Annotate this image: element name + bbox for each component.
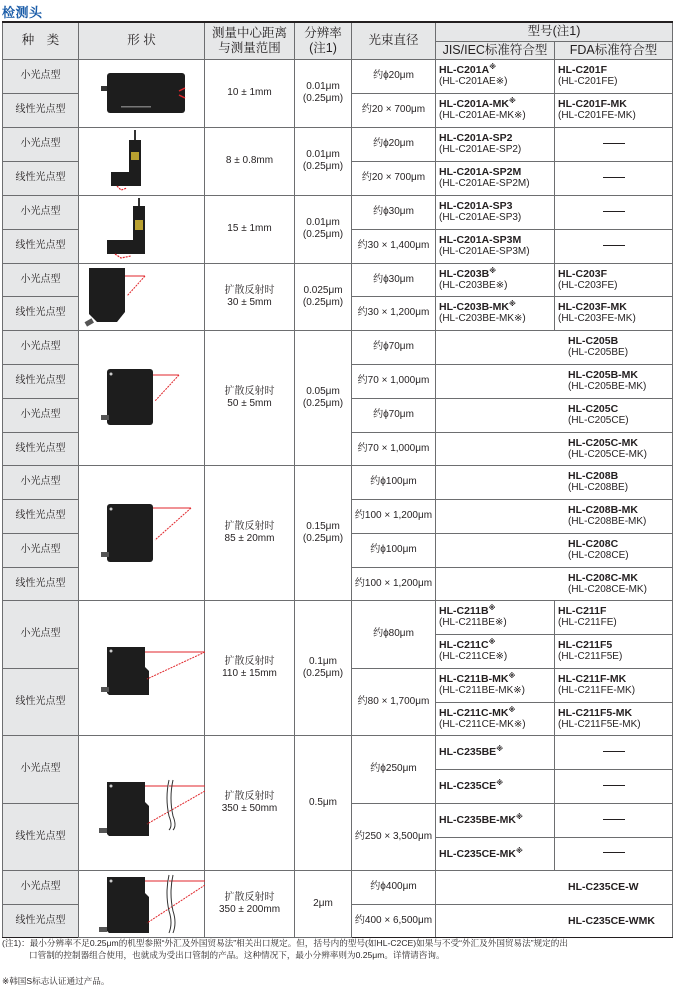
beam-cell: 约30 × 1,200μm (352, 297, 436, 331)
fda-model-cell (555, 837, 673, 870)
table-row (3, 735, 673, 769)
kind-cell: 小光点型 (3, 533, 79, 567)
kind-cell: 线性光点型 (3, 567, 79, 600)
kind-cell: 线性光点型 (3, 93, 79, 127)
not-available-dash (603, 852, 625, 853)
model-cell: HL-C205B-MK (HL-C205BE-MK) (436, 364, 673, 398)
sensor-c211-image (79, 601, 205, 735)
kind-cell: 线性光点型 (3, 161, 79, 195)
note-1-cont: 口管制的控制器组合使用，也就成为受出口管制的产品。这种情况下，最小分辨率则为0.25μm。详情请咨询。 (29, 950, 445, 960)
fda-model-cell: HL-C203F-MK (HL-C203FE-MK) (555, 297, 673, 331)
model-cell: HL-C205C-MK (HL-C205CE-MK) (436, 432, 673, 465)
fda-model-cell (555, 735, 673, 769)
beam-cell: 约400 × 6,500μm (352, 904, 436, 937)
header-shape: 形 状 (79, 22, 205, 59)
header-resolution: 分辨率 (注1) (295, 22, 352, 59)
resolution-cell: 0.5μm (295, 735, 352, 870)
beam-cell: 约ϕ400μm (352, 870, 436, 904)
beam-cell: 约ϕ30μm (352, 195, 436, 229)
model-cell: HL-C205B (HL-C205BE) (436, 330, 673, 364)
jis-model-cell: HL-C201A-SP3M (HL-C201AE-SP3M) (436, 229, 555, 263)
sensor-c208-image (79, 466, 205, 600)
model-cell: HL-C208C (HL-C208CE) (436, 533, 673, 567)
sensor-c205-image (79, 331, 205, 465)
kind-cell: 小光点型 (3, 735, 79, 803)
note-1: (注1)：最小分辨率不足0.25μm的机型参照“外汇及外国贸易法”相关出口规定。但，括号内的型号(如HL-C2CE)如果与不受“外汇及外国贸易法”规定的出 (2, 938, 568, 948)
kind-cell: 线性光点型 (3, 229, 79, 263)
resolution-cell: 0.025μm (0.25μm) (295, 263, 352, 330)
jis-model-cell: HL-C201A-SP2M (HL-C201AE-SP2M) (436, 161, 555, 195)
section-title: 检测头 (2, 5, 43, 20)
table-row (3, 127, 673, 161)
distance-cell: 扩散反射时 30 ± 5mm (205, 263, 295, 330)
kind-cell: 小光点型 (3, 59, 79, 93)
model-cell: HL-C208B-MK (HL-C208BE-MK) (436, 499, 673, 533)
beam-cell: 约ϕ100μm (352, 533, 436, 567)
kind-cell: 线性光点型 (3, 668, 79, 735)
beam-cell: 约ϕ20μm (352, 127, 436, 161)
fda-model-cell (555, 229, 673, 263)
beam-cell: 约80 × 1,700μm (352, 668, 436, 735)
distance-cell: 10 ± 1mm (205, 59, 295, 127)
fda-model-cell (555, 195, 673, 229)
beam-cell: 约ϕ70μm (352, 398, 436, 432)
distance-cell: 扩散反射时 350 ± 50mm (205, 735, 295, 870)
fda-model-cell: HL-C201F (HL-C201FE) (555, 59, 673, 93)
korea-s-mark-note: ※韩国S标志认证通过产品。 (2, 976, 110, 986)
beam-cell: 约250 × 3,500μm (352, 803, 436, 870)
jis-model-cell: HL-C201A※ (HL-C201AE※) (436, 59, 555, 93)
kind-cell: 线性光点型 (3, 803, 79, 870)
fda-model-cell: HL-C203F (HL-C203FE) (555, 263, 673, 297)
beam-cell: 约ϕ30μm (352, 263, 436, 297)
not-available-dash (603, 819, 625, 820)
kind-cell: 小光点型 (3, 398, 79, 432)
table-row (3, 600, 673, 634)
beam-cell: 约70 × 1,000μm (352, 432, 436, 465)
header-fda: FDA标准符合型 (555, 41, 673, 59)
resolution-cell: 2μm (295, 870, 352, 937)
fda-model-cell (555, 127, 673, 161)
fda-model-cell: HL-C211F (HL-C211FE) (555, 600, 673, 634)
beam-cell: 约ϕ250μm (352, 735, 436, 803)
product-photo (79, 127, 205, 195)
product-photo (79, 59, 205, 127)
kind-cell: 小光点型 (3, 465, 79, 499)
kind-cell: 线性光点型 (3, 364, 79, 398)
jis-model-cell: HL-C201A-MK※ (HL-C201AE-MK※) (436, 93, 555, 127)
product-photo (79, 195, 205, 263)
beam-cell: 约ϕ20μm (352, 59, 436, 93)
header-beam: 光束直径 (352, 22, 436, 59)
sensor-c201-image (79, 60, 205, 126)
not-available-dash (603, 177, 625, 178)
sensor-c235-image (79, 736, 205, 870)
fda-model-cell: HL-C211F5 (HL-C211F5E) (555, 634, 673, 668)
kind-cell: 小光点型 (3, 127, 79, 161)
header-model: 型号(注1) (436, 22, 673, 41)
resolution-cell: 0.01μm (0.25μm) (295, 195, 352, 263)
not-available-dash (603, 143, 625, 144)
not-available-dash (603, 245, 625, 246)
jis-model-cell: HL-C235BE※ (436, 735, 555, 769)
sensor-c235w-image (79, 871, 205, 937)
distance-cell: 扩散反射时 50 ± 5mm (205, 330, 295, 465)
model-cell: HL-C208C-MK (HL-C208CE-MK) (436, 567, 673, 600)
model-cell: HL-C208B (HL-C208BE) (436, 465, 673, 499)
jis-model-cell: HL-C201A-SP3 (HL-C201AE-SP3) (436, 195, 555, 229)
model-cell: HL-C235CE-WMK (436, 904, 673, 937)
model-cell: HL-C235CE-W (436, 870, 673, 904)
distance-cell: 15 ± 1mm (205, 195, 295, 263)
jis-model-cell: HL-C235CE※ (436, 769, 555, 803)
beam-cell: 约20 × 700μm (352, 161, 436, 195)
distance-cell: 8 ± 0.8mm (205, 127, 295, 195)
kind-cell: 小光点型 (3, 600, 79, 668)
product-photo (79, 735, 205, 870)
header-distance: 测量中心距离 与测量范围 (205, 22, 295, 59)
table-row (3, 195, 673, 229)
kind-cell: 小光点型 (3, 195, 79, 229)
header-jis: JIS/IEC标准符合型 (436, 41, 555, 59)
fda-model-cell (555, 161, 673, 195)
jis-model-cell: HL-C201A-SP2 (HL-C201AE-SP2) (436, 127, 555, 161)
fda-model-cell: HL-C211F-MK (HL-C211FE-MK) (555, 668, 673, 702)
resolution-cell: 0.05μm (0.25μm) (295, 330, 352, 465)
sensor-head-table (2, 21, 673, 938)
kind-cell: 线性光点型 (3, 297, 79, 331)
table-row (3, 263, 673, 297)
not-available-dash (603, 785, 625, 786)
kind-cell: 线性光点型 (3, 904, 79, 937)
jis-model-cell: HL-C203B※ (HL-C203BE※) (436, 263, 555, 297)
kind-cell: 线性光点型 (3, 499, 79, 533)
kind-cell: 线性光点型 (3, 432, 79, 465)
kind-cell: 小光点型 (3, 870, 79, 904)
product-photo (79, 465, 205, 600)
beam-cell: 约20 × 700μm (352, 93, 436, 127)
beam-cell: 约ϕ100μm (352, 465, 436, 499)
product-photo (79, 263, 205, 330)
table-row (3, 330, 673, 364)
jis-model-cell: HL-C211C※ (HL-C211CE※) (436, 634, 555, 668)
table-row (3, 465, 673, 499)
distance-cell: 扩散反射时 110 ± 15mm (205, 600, 295, 735)
sensor-c203-image (79, 264, 205, 330)
jis-model-cell: HL-C235CE-MK※ (436, 837, 555, 870)
model-cell: HL-C205C (HL-C205CE) (436, 398, 673, 432)
kind-cell: 小光点型 (3, 330, 79, 364)
resolution-cell: 0.01μm (0.25μm) (295, 127, 352, 195)
beam-cell: 约ϕ70μm (352, 330, 436, 364)
header-kind: 种 类 (3, 22, 79, 59)
beam-cell: 约ϕ80μm (352, 600, 436, 668)
jis-model-cell: HL-C235BE-MK※ (436, 803, 555, 837)
resolution-cell: 0.01μm (0.25μm) (295, 59, 352, 127)
not-available-dash (603, 751, 625, 752)
jis-model-cell: HL-C211B※ (HL-C211BE※) (436, 600, 555, 634)
fda-model-cell: HL-C211F5-MK (HL-C211F5E-MK) (555, 702, 673, 735)
resolution-cell: 0.15μm (0.25μm) (295, 465, 352, 600)
table-row (3, 870, 673, 904)
fda-model-cell: HL-C201F-MK (HL-C201FE-MK) (555, 93, 673, 127)
jis-model-cell: HL-C211B-MK※ (HL-C211BE-MK※) (436, 668, 555, 702)
footnotes (2, 937, 670, 986)
sensor-sp2-image (79, 128, 205, 194)
resolution-cell: 0.1μm (0.25μm) (295, 600, 352, 735)
fda-model-cell (555, 769, 673, 803)
product-photo (79, 870, 205, 937)
beam-cell: 约100 × 1,200μm (352, 499, 436, 533)
jis-model-cell: HL-C203B-MK※ (HL-C203BE-MK※) (436, 297, 555, 331)
jis-model-cell: HL-C211C-MK※ (HL-C211CE-MK※) (436, 702, 555, 735)
kind-cell: 小光点型 (3, 263, 79, 297)
fda-model-cell (555, 803, 673, 837)
sensor-sp3-image (79, 196, 205, 262)
table-row (3, 59, 673, 93)
distance-cell: 扩散反射时 85 ± 20mm (205, 465, 295, 600)
product-photo (79, 600, 205, 735)
distance-cell: 扩散反射时 350 ± 200mm (205, 870, 295, 937)
beam-cell: 约30 × 1,400μm (352, 229, 436, 263)
not-available-dash (603, 211, 625, 212)
product-photo (79, 330, 205, 465)
beam-cell: 约100 × 1,200μm (352, 567, 436, 600)
beam-cell: 约70 × 1,000μm (352, 364, 436, 398)
